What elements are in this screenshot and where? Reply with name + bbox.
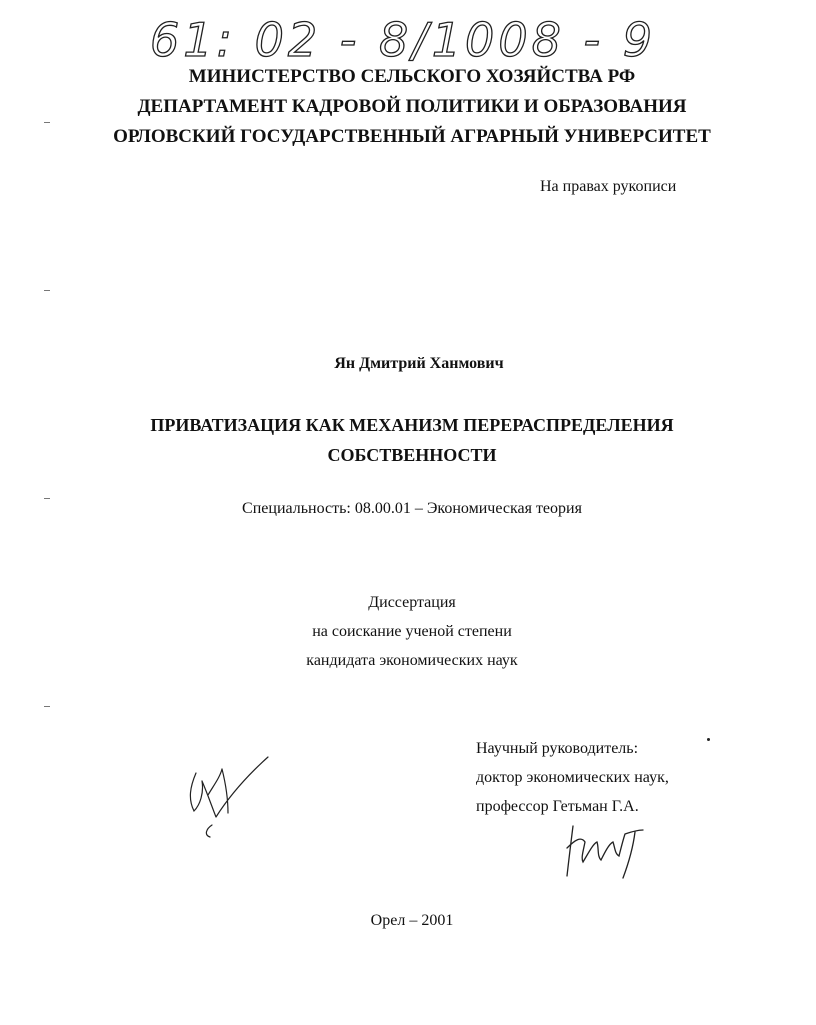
degree-block xyxy=(0,588,794,675)
author-name: Ян Дмитрий Ханмович xyxy=(334,355,504,372)
dissertation-title xyxy=(0,410,794,470)
advisor-degree: доктор экономических наук, xyxy=(476,769,669,786)
advisor-label: Научный руководитель: xyxy=(476,740,639,757)
scan-mark xyxy=(44,498,50,499)
specialty-text: Специальность: 08.00.01 – Экономическая теория xyxy=(242,500,582,517)
specialty xyxy=(0,500,794,518)
handwritten-code-text: 61: 02 - 8/1008 - 9 xyxy=(150,13,656,67)
scan-speck xyxy=(707,738,710,741)
institution-header xyxy=(0,62,794,152)
scan-mark xyxy=(44,290,50,291)
title-line-1: ПРИВАТИЗАЦИЯ КАК МЕХАНИЗМ ПЕРЕРАСПРЕДЕЛЕНИЯ xyxy=(150,415,674,435)
city-year xyxy=(0,912,794,930)
university-name: ОРЛОВСКИЙ ГОСУДАРСТВЕННЫЙ АГРАРНЫЙ УНИВЕРСИТЕТ xyxy=(113,126,711,147)
scan-mark xyxy=(44,122,50,123)
advisor-signature xyxy=(563,818,648,883)
advisor-block xyxy=(476,734,669,821)
handwritten-archive-code xyxy=(145,8,656,68)
rights-note: На правах рукописи xyxy=(540,178,677,195)
degree-line-3: кандидата экономических наук xyxy=(306,652,518,669)
degree-line-1: Диссертация xyxy=(368,594,456,611)
author-signature xyxy=(182,755,277,840)
degree-line-2: на соискание ученой степени xyxy=(312,623,512,640)
title-line-2: СОБСТВЕННОСТИ xyxy=(327,445,497,465)
ministry-name: МИНИСТЕРСТВО СЕЛЬСКОГО ХОЗЯЙСТВА РФ xyxy=(188,66,636,87)
city-year-text: Орел – 2001 xyxy=(370,912,454,929)
advisor-name: профессор Гетьман Г.А. xyxy=(476,798,639,815)
department-name: ДЕПАРТАМЕНТ КАДРОВОЙ ПОЛИТИКИ И ОБРАЗОВАНИЯ xyxy=(137,96,687,117)
scan-mark xyxy=(44,706,50,707)
